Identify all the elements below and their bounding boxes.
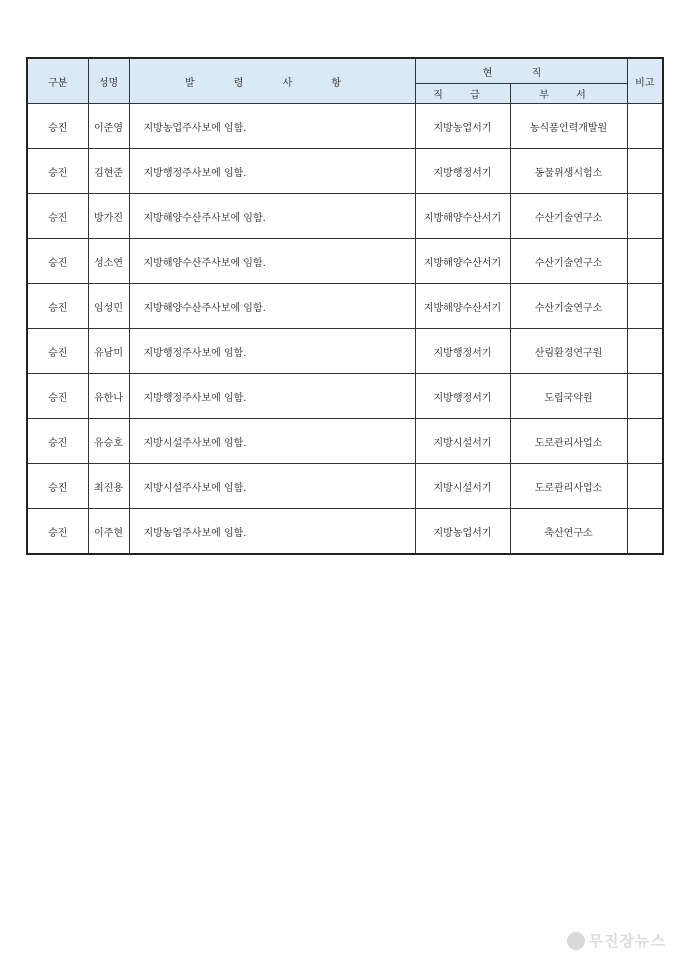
table-row [27,329,663,374]
cell-order: 지방해양수산주사보에 임함. [129,284,415,329]
table-row [27,194,663,239]
cell-note [627,284,663,329]
cell-order: 지방농업주사보에 임함. [129,509,415,555]
cell-note [627,374,663,419]
personnel-order-table [26,57,664,555]
cell-rank: 지방해양수산서기 [415,284,510,329]
cell-rank: 지방시설서기 [415,419,510,464]
cell-rank: 지방행정서기 [415,329,510,374]
cell-note [627,239,663,284]
cell-category: 승진 [27,374,88,419]
cell-order: 지방해양수산주사보에 임함. [129,194,415,239]
cell-category: 승진 [27,509,88,555]
cell-note [627,464,663,509]
cell-dept: 수산기술연구소 [510,194,627,239]
cell-name: 최진용 [88,464,129,509]
watermark [567,930,666,951]
cell-category: 승진 [27,464,88,509]
cell-note [627,509,663,555]
table-body [27,104,663,555]
table-row [27,509,663,555]
cell-name: 이주현 [88,509,129,555]
cell-dept: 산림환경연구원 [510,329,627,374]
header-name: 성명 [88,58,129,104]
table-row [27,239,663,284]
cell-name: 이준영 [88,104,129,149]
cell-category: 승진 [27,239,88,284]
cell-category: 승진 [27,419,88,464]
cell-dept: 축산연구소 [510,509,627,555]
table-row [27,284,663,329]
cell-order: 지방행정주사보에 임함. [129,149,415,194]
header-dept: 부 서 [510,84,627,104]
cell-category: 승진 [27,149,88,194]
cell-note [627,329,663,374]
cell-name: 유남미 [88,329,129,374]
table-row [27,104,663,149]
cell-rank: 지방해양수산서기 [415,194,510,239]
cell-rank: 지방농업서기 [415,104,510,149]
cell-note [627,419,663,464]
cell-order: 지방시설주사보에 임함. [129,464,415,509]
cell-order: 지방행정주사보에 임함. [129,329,415,374]
cell-dept: 동물위생시험소 [510,149,627,194]
cell-dept: 도로관리사업소 [510,419,627,464]
cell-category: 승진 [27,284,88,329]
cell-name: 임성민 [88,284,129,329]
watermark-text: 무진장뉴스 [588,932,666,950]
cell-dept: 도로관리사업소 [510,464,627,509]
cell-order: 지방해양수산주사보에 임함. [129,239,415,284]
table-row [27,464,663,509]
cell-dept: 도립국악원 [510,374,627,419]
cell-name: 성소연 [88,239,129,284]
cell-rank: 지방농업서기 [415,509,510,555]
cell-rank: 지방해양수산서기 [415,239,510,284]
header-note: 비고 [627,58,663,104]
cell-note [627,149,663,194]
cell-name: 방가진 [88,194,129,239]
cell-name: 유승호 [88,419,129,464]
cell-category: 승진 [27,194,88,239]
cell-name: 김현준 [88,149,129,194]
cell-dept: 수산기술연구소 [510,284,627,329]
cell-rank: 지방시설서기 [415,464,510,509]
cell-name: 유한나 [88,374,129,419]
cell-order: 지방농업주사보에 임함. [129,104,415,149]
header-category: 구분 [27,58,88,104]
header-order: 발 령 사 항 [129,58,415,104]
table-row [27,374,663,419]
cell-dept: 농식품인력개발원 [510,104,627,149]
header-rank: 직 급 [415,84,510,104]
cell-category: 승진 [27,104,88,149]
cell-note [627,194,663,239]
cell-category: 승진 [27,329,88,374]
cell-order: 지방시설주사보에 임함. [129,419,415,464]
header-current: 현 직 [415,58,627,84]
table-row [27,419,663,464]
cell-rank: 지방행정서기 [415,374,510,419]
cell-note [627,104,663,149]
logo-icon [567,932,585,950]
cell-dept: 수산기술연구소 [510,239,627,284]
cell-order: 지방행정주사보에 임함. [129,374,415,419]
table-row [27,149,663,194]
cell-rank: 지방행정서기 [415,149,510,194]
